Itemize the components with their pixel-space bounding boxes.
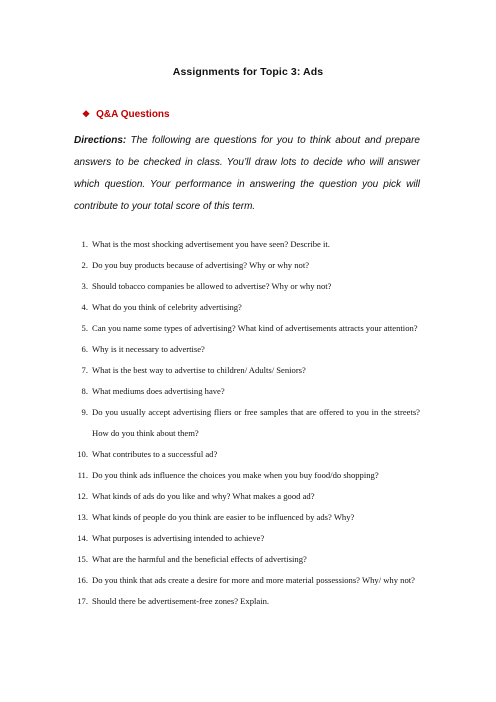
question-number: 3. <box>81 281 88 291</box>
question-text: What contributes to a successful ad? <box>92 449 218 459</box>
question-item <box>74 402 420 444</box>
question-text: Do you buy products because of advertising? Why or why not? <box>92 260 310 270</box>
question-text: What kinds of ads do you like and why? What makes a good ad? <box>92 491 315 501</box>
question-text: Do you think ads influence the choices you make when you buy food/do shopping? <box>92 470 379 480</box>
question-item <box>74 339 420 360</box>
directions-paragraph <box>74 130 420 218</box>
question-number: 1. <box>81 239 88 249</box>
question-text: What is the best way to advertise to children/ Adults/ Seniors? <box>92 365 306 375</box>
question-number: 9. <box>81 407 88 417</box>
question-text: Do you think that ads create a desire for more and more material possessions? Why/ why not? <box>92 575 415 585</box>
question-item <box>74 528 420 549</box>
question-number: 6. <box>81 344 88 354</box>
question-number: 14. <box>77 533 88 543</box>
question-item <box>74 234 420 255</box>
section-heading-label: Q&A Questions <box>96 109 170 120</box>
question-item <box>74 276 420 297</box>
question-text: Can you name some types of advertising? What kind of advertisements attracts your attention? <box>92 323 418 333</box>
question-number: 10. <box>77 449 88 459</box>
question-item <box>74 486 420 507</box>
question-item <box>74 444 420 465</box>
question-text: What do you think of celebrity advertising? <box>92 302 242 312</box>
question-text: What mediums does advertising have? <box>92 386 225 396</box>
question-item <box>74 318 420 339</box>
question-item <box>74 381 420 402</box>
question-text: Why is it necessary to advertise? <box>92 344 205 354</box>
question-number: 5. <box>81 323 88 333</box>
question-number: 8. <box>81 386 88 396</box>
question-item <box>74 255 420 276</box>
question-text: What are the harmful and the beneficial effects of advertising? <box>92 554 307 564</box>
question-number: 12. <box>77 491 88 501</box>
question-text: Do you usually accept advertising fliers or free samples that are offered to you in the streets? How do you think about them? <box>92 407 420 438</box>
question-number: 4. <box>81 302 88 312</box>
question-number: 17. <box>77 596 88 606</box>
question-number: 2. <box>81 260 88 270</box>
question-text: Should tobacco companies be allowed to advertise? Why or why not? <box>92 281 332 291</box>
question-list <box>74 234 420 612</box>
section-heading <box>82 109 170 120</box>
diamond-bullet-icon: ❖ <box>82 109 91 119</box>
question-number: 7. <box>81 365 88 375</box>
question-text: Should there be advertisement-free zones? Explain. <box>92 596 270 606</box>
question-number: 15. <box>77 554 88 564</box>
question-item <box>74 297 420 318</box>
question-item <box>74 549 420 570</box>
question-item <box>74 360 420 381</box>
question-item <box>74 591 420 612</box>
question-item <box>74 507 420 528</box>
question-number: 11. <box>77 470 88 480</box>
question-number: 13. <box>77 512 88 522</box>
question-item <box>74 570 420 591</box>
question-number: 16. <box>77 575 88 585</box>
question-text: What is the most shocking advertisement you have seen? Describe it. <box>92 239 330 249</box>
directions-text: The following are questions for you to think about and prepare answers to be checked in class. You’ll draw lots to decide who will answer which question. Your performance in answering the question you pick will contribute to your total score of this term. <box>74 135 420 212</box>
directions-label: Directions: <box>74 135 127 146</box>
question-text: What purposes is advertising intended to achieve? <box>92 533 265 543</box>
question-item <box>74 465 420 486</box>
page-title: Assignments for Topic 3: Ads <box>172 66 324 78</box>
question-text: What kinds of people do you think are easier to be influenced by ads? Why? <box>92 512 355 522</box>
